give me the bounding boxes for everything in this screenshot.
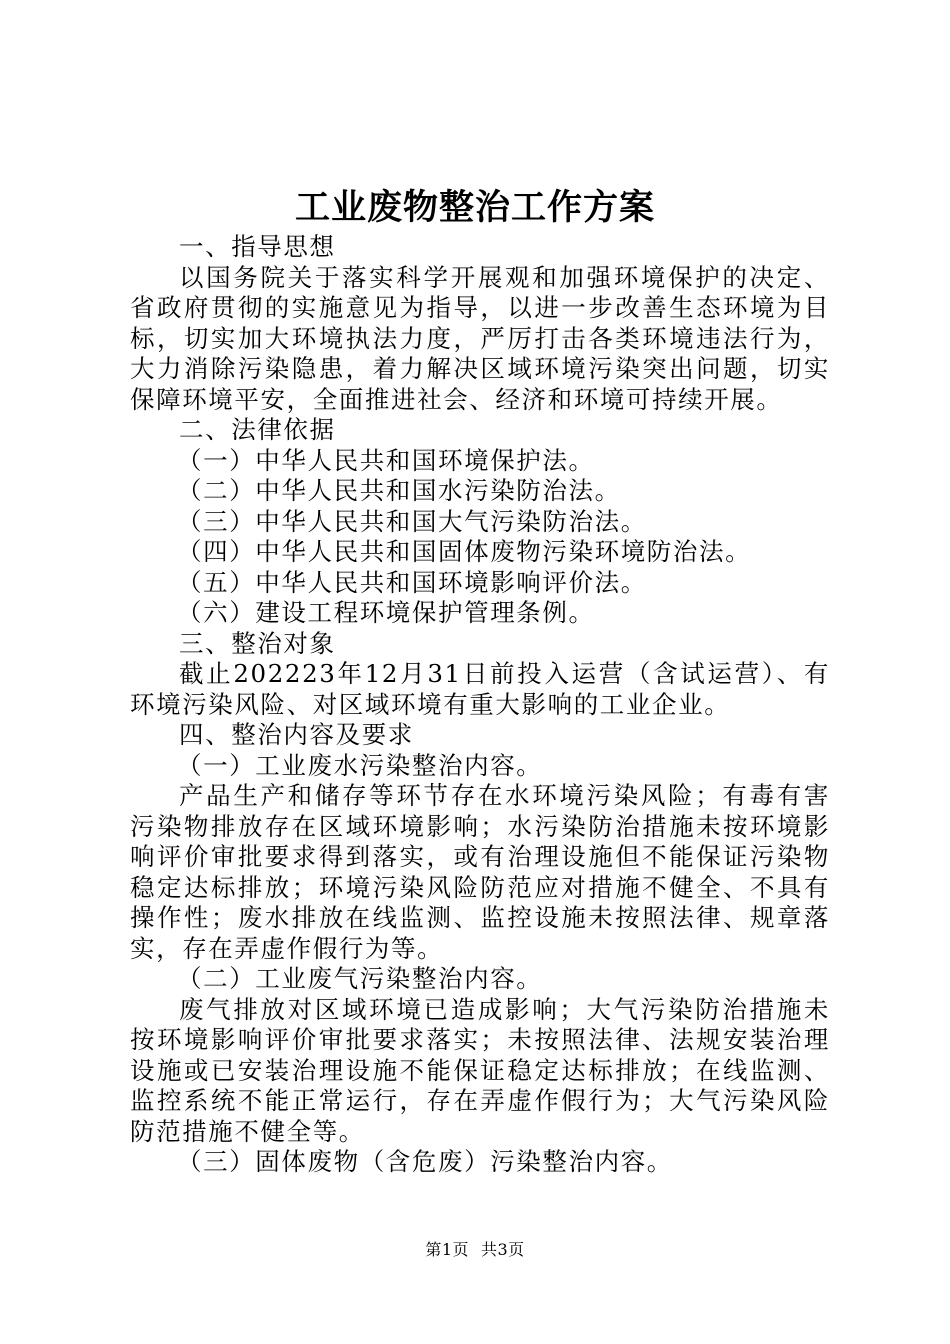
list-item: （三）中华人民共和国大气污染防治法。 bbox=[177, 506, 647, 536]
section-heading: 四、整治内容及要求 bbox=[179, 720, 414, 749]
document-body bbox=[130, 232, 830, 1178]
paragraph: 产品生产和储存等环节存在水环境污染风险；有毒有害污染物排放存在区域环境影响；水污染防治措施未按环境影响评价审批要求得到落实，或有治理设施但不能保证污染物稳定达标排放；环境污染风险防范应对措施不健全、不具有操作性；废水排放在线监测、监控设施未按照法律、规章落实，存在弄虚作假行为等。 bbox=[130, 781, 830, 963]
subsection-heading: （二）工业废气污染整治内容。 bbox=[177, 964, 543, 993]
section-heading: 三、整治对象 bbox=[179, 628, 336, 658]
section-heading: 一、指导思想 bbox=[179, 232, 336, 261]
document-title: 工业废物整治工作方案 bbox=[294, 187, 655, 228]
paragraph: 以国务院关于落实科学开展观和加强环境保护的决定、省政府贯彻的实施意见为指导，以进一步改善生态环境为目标，切实加大环境执法力度，严厉打击各类环境违法行为，大力消除污染隐患，着力解决区域环境污染突出问题，切实保障环境平安，全面推进社会、经济和环境可持续开展。 bbox=[130, 262, 830, 414]
list-item: （五）中华人民共和国环境影响评价法。 bbox=[177, 567, 647, 597]
list-item: （一）中华人民共和国环境保护法。 bbox=[177, 445, 595, 475]
page-footer bbox=[0, 1238, 950, 1262]
subsection-heading: （三）固体废物（含危废）污染整治内容。 bbox=[177, 1147, 673, 1176]
paragraph: 截止202223年12月31日前投入运营（含试运营）、有环境污染风险、对区域环境有重大影响的工业企业。 bbox=[130, 659, 830, 719]
subsection-heading: （一）工业废水污染整治内容。 bbox=[177, 750, 543, 780]
list-item: （六）建设工程环境保护管理条例。 bbox=[177, 598, 595, 627]
list-item: （四）中华人民共和国固体废物污染环境防治法。 bbox=[177, 537, 752, 566]
page-number: 第1页 bbox=[425, 1240, 469, 1259]
page-total: 共3页 bbox=[481, 1240, 525, 1259]
list-item: （二）中华人民共和国水污染防治法。 bbox=[177, 476, 621, 505]
paragraph: 废气排放对区域环境已造成影响；大气污染防治措施未按环境影响评价审批要求落实；未按照法律、法规安装治理设施或已安装治理设施不能保证稳定达标排放；在线监测、监控系统不能正常运行，存在弄虚作假行为；大气污染风险防范措施不健全等。 bbox=[130, 994, 830, 1146]
section-heading: 二、法律依据 bbox=[179, 415, 336, 444]
